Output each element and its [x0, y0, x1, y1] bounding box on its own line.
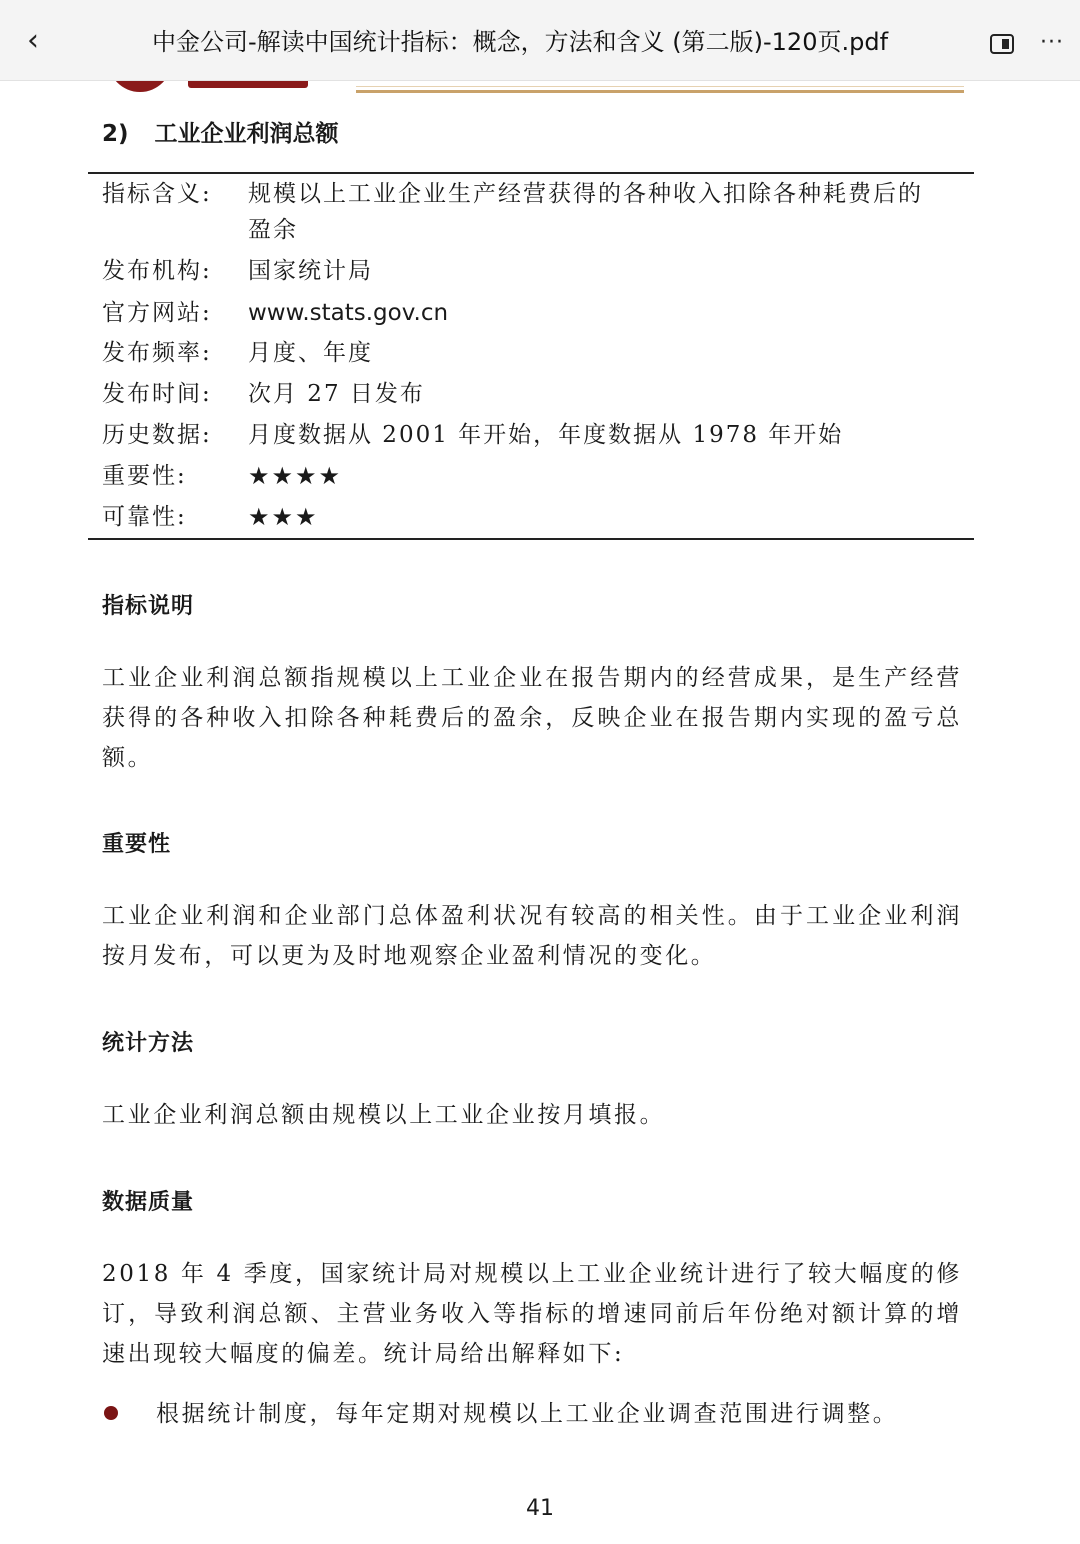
row-label: 可靠性: — [102, 504, 187, 530]
table-bottom-rule — [88, 538, 974, 540]
row-label: 历史数据: — [102, 422, 212, 448]
bullet-icon — [104, 1406, 118, 1420]
list-item: 根据统计制度，每年定期对规模以上工业企业调查范围进行调整。 — [156, 1401, 899, 1427]
more-options-button[interactable]: ··· — [1040, 30, 1064, 55]
row-value — [248, 176, 962, 248]
importance-stars: ★★★★ — [248, 462, 343, 490]
row-label: 发布时间: — [102, 381, 212, 407]
section-title-text: 工业企业利润总额 — [154, 121, 339, 147]
reader-mode-icon — [1002, 39, 1009, 49]
row-value: 国家统计局 — [248, 258, 373, 284]
header-rule-faint — [356, 86, 964, 87]
paragraph-method: 工业企业利润总额由规模以上工业企业按月填报。 — [102, 1102, 666, 1128]
header-rule — [356, 90, 964, 93]
row-value: 次月 27 日发布 — [248, 381, 425, 407]
page-number: 41 — [526, 1496, 554, 1521]
document-title: 中金公司-解读中国统计指标：概念，方法和含义 (第二版)-120页.pdf — [151, 28, 889, 56]
viewer-toolbar — [0, 0, 1080, 81]
section-title — [102, 116, 339, 152]
heading-definition: 指标说明 — [102, 594, 195, 619]
website-link[interactable]: www.stats.gov.cn — [248, 300, 449, 326]
heading-data-quality: 数据质量 — [102, 1190, 195, 1215]
row-value-line1: 规模以上工业企业生产经营获得的各种收入扣除各种耗费后的 — [248, 181, 923, 207]
paragraph-definition: 工业企业利润总额指规模以上工业企业在报告期内的经营成果，是生产经营获得的各种收入扣除各种耗费后的盈余，反映企业在报告期内实现的盈亏总额。 — [102, 665, 962, 771]
heading-method: 统计方法 — [102, 1031, 195, 1056]
row-label: 官方网站: — [102, 300, 212, 326]
paragraph-importance: 工业企业利润和企业部门总体盈利状况有较高的相关性。由于工业企业利润按月发布，可以更为及时地观察企业盈利情况的变化。 — [102, 903, 962, 969]
chevron-left-icon: ‹ — [27, 23, 39, 58]
table-row-meaning — [102, 176, 962, 252]
back-button[interactable] — [18, 24, 48, 58]
row-value: 月度数据从 2001 年开始，年度数据从 1978 年开始 — [248, 422, 844, 448]
reliability-stars: ★★★ — [248, 503, 319, 531]
section-number: 2) — [102, 121, 129, 147]
paragraph-data-quality: 2018 年 4 季度，国家统计局对规模以上工业企业统计进行了较大幅度的修订，导致利润总额、主营业务收入等指标的增速同前后年份绝对额计算的增速出现较大幅度的偏差。统计局给出解释如下: — [102, 1261, 962, 1367]
heading-importance: 重要性 — [102, 832, 172, 857]
row-value: 月度、年度 — [248, 340, 373, 366]
row-label: 指标含义: — [102, 181, 212, 207]
reader-mode-button[interactable] — [990, 34, 1014, 54]
row-value-line2: 盈余 — [248, 217, 298, 243]
row-label: 发布频率: — [102, 340, 212, 366]
table-top-rule — [88, 172, 974, 174]
row-label: 发布机构: — [102, 258, 212, 284]
row-label: 重要性: — [102, 463, 187, 489]
